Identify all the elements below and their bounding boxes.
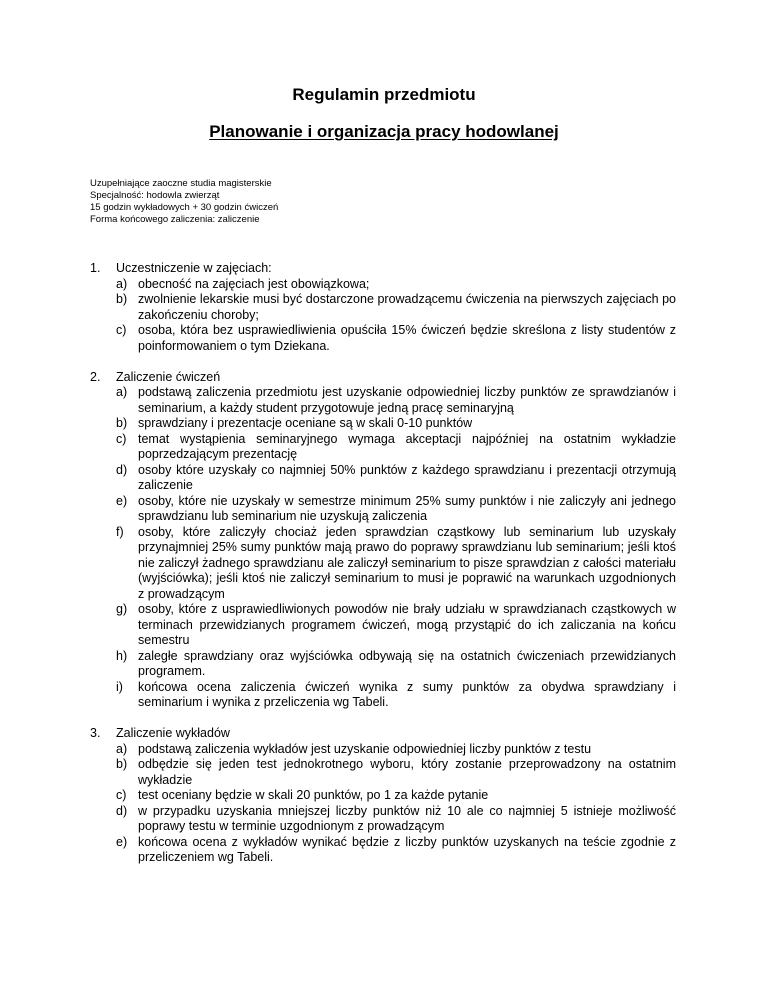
section-number: 3.	[90, 726, 101, 740]
item-text: osoby, które z usprawiedliwionych powodów nie brały udziału w sprawdzianach cząstkowych w terminach przewidzianych programem ćwiczeń, mogą przystąpić do ich zaliczania na końcu semestru	[138, 602, 676, 647]
item-letter: b)	[116, 292, 128, 306]
meta-line: Forma końcowego zaliczenia: zaliczenie	[90, 214, 260, 225]
item-text: osoby, które nie uzyskały w semestrze minimum 25% sumy punktów i nie zaliczyły ani jednego sprawdzianu lub seminarium nie uzyskują zaliczenia	[138, 493, 676, 523]
section-title: Zaliczenie wykładów	[116, 726, 230, 740]
item-letter: f)	[116, 524, 124, 539]
item-text: temat wystąpienia seminaryjnego wymaga akceptacji najpóźniej na ostatnim wykładzie poprzedzającym prezentację	[138, 431, 676, 461]
page-subtitle: Planowanie i organizacja pracy hodowlanej	[209, 122, 559, 141]
course-info	[90, 178, 278, 226]
list-item	[116, 649, 676, 680]
meta-line: Specjalność: hodowla zwierząt	[90, 190, 220, 201]
item-letter: g)	[116, 602, 128, 616]
item-letter: h)	[116, 648, 128, 663]
item-text: zwolnienie lekarskie musi być dostarczone prowadzącemu ćwiczenia na pierwszych zajęciach po zakończeniu choroby;	[138, 292, 676, 322]
list-item	[116, 416, 676, 432]
section-lectures	[90, 726, 676, 866]
item-letter: d)	[116, 462, 128, 477]
meta-line: Uzupełniające zaoczne studia magisterskie	[90, 178, 272, 189]
item-letter: e)	[116, 493, 128, 508]
item-text: osoba, która bez usprawiedliwienia opuściła 15% ćwiczeń będzie skreślona z listy studentów z poinformowaniem o tym Dziekana.	[138, 323, 676, 353]
item-text: w przypadku uzyskania mniejszej liczby punktów niż 10 ale co najmniej 5 istnieje możliwość poprawy testu w terminie uzgodnionym z prowadzącym	[138, 803, 676, 833]
section-exercises	[90, 370, 676, 711]
item-text: osoby, które zaliczyły chociaż jeden sprawdzian cząstkowy lub seminarium lub uzyskały przynajmniej 25% sumy punktów mają prawo do poprawy sprawdzianu lub seminarium; jeśli ktoś nie zaliczył żadnego sprawdzianu ale zaliczył seminarium to pisze sprawdzian z całości materiału (wyjściówka); jeśli ktoś nie zaliczył seminarium to musi je poprawić na warunkach uzgodnionych z prowadzącym	[138, 524, 676, 601]
section-attendance	[90, 261, 676, 354]
item-letter: c)	[116, 788, 127, 802]
section-title: Zaliczenie ćwiczeń	[116, 369, 221, 384]
regulation-sections	[90, 261, 676, 881]
meta-line: 15 godzin wykładowych + 30 godzin ćwiczeń	[90, 202, 279, 213]
list-item	[116, 804, 676, 835]
list-item	[116, 277, 676, 293]
list-item	[116, 680, 676, 711]
item-letter: a)	[116, 741, 128, 756]
page-title: Regulamin przedmiotu	[292, 85, 476, 104]
item-letter: c)	[116, 431, 127, 446]
item-letter: a)	[116, 276, 128, 291]
list-item	[116, 323, 676, 354]
list-item	[116, 757, 676, 788]
item-letter: c)	[116, 323, 127, 337]
list-item	[116, 494, 676, 525]
item-letter: d)	[116, 803, 128, 818]
list-item	[116, 385, 676, 416]
item-text: osoby które uzyskały co najmniej 50% punktów z każdego sprawdzianu i prezentacji otrzymują zaliczenie	[138, 462, 676, 492]
item-text: test oceniany będzie w skali 20 punktów, po 1 za każde pytanie	[138, 788, 489, 802]
section-title: Uczestniczenie w zajęciach:	[116, 261, 272, 275]
list-item	[116, 525, 676, 603]
item-letter: e)	[116, 834, 128, 849]
item-text: zaległe sprawdziany oraz wyjściówka odbywają się na ostatnich ćwiczeniach przewidzianych programem.	[138, 648, 676, 678]
list-item	[116, 788, 676, 804]
item-text: sprawdziany i prezentacje oceniane są w skali 0-10 punktów	[138, 416, 473, 430]
section-number: 2.	[90, 369, 101, 384]
list-item	[116, 602, 676, 649]
item-letter: i)	[116, 679, 123, 694]
list-item	[116, 742, 676, 758]
item-text: obecność na zajęciach jest obowiązkowa;	[138, 276, 370, 291]
list-item	[116, 835, 676, 866]
item-letter: a)	[116, 385, 128, 399]
item-text: podstawą zaliczenia wykładów jest uzyskanie odpowiedniej liczby punktów z testu	[138, 741, 592, 756]
item-text: podstawą zaliczenia przedmiotu jest uzyskanie odpowiedniej liczby punktów ze sprawdzianów i seminarium, a każdy student przygotowuje jedną pracę seminaryjną	[138, 385, 676, 415]
item-text: odbędzie się jeden test jednokrotnego wyboru, który zostanie przeprowadzony na ostatnim wykładzie	[138, 757, 676, 787]
item-text: końcowa ocena zaliczenia ćwiczeń wynika z sumy punktów za obydwa sprawdziany i seminarium i wynika z przeliczenia wg Tabeli.	[138, 679, 676, 709]
list-item	[116, 432, 676, 463]
item-letter: b)	[116, 757, 128, 771]
list-item	[116, 463, 676, 494]
item-text: końcowa ocena z wykładów wynikać będzie z liczby punktów uzyskanych na teście zgodnie z przeliczeniem wg Tabeli.	[138, 834, 676, 864]
item-letter: b)	[116, 416, 128, 430]
section-number: 1.	[90, 261, 101, 275]
list-item	[116, 292, 676, 323]
